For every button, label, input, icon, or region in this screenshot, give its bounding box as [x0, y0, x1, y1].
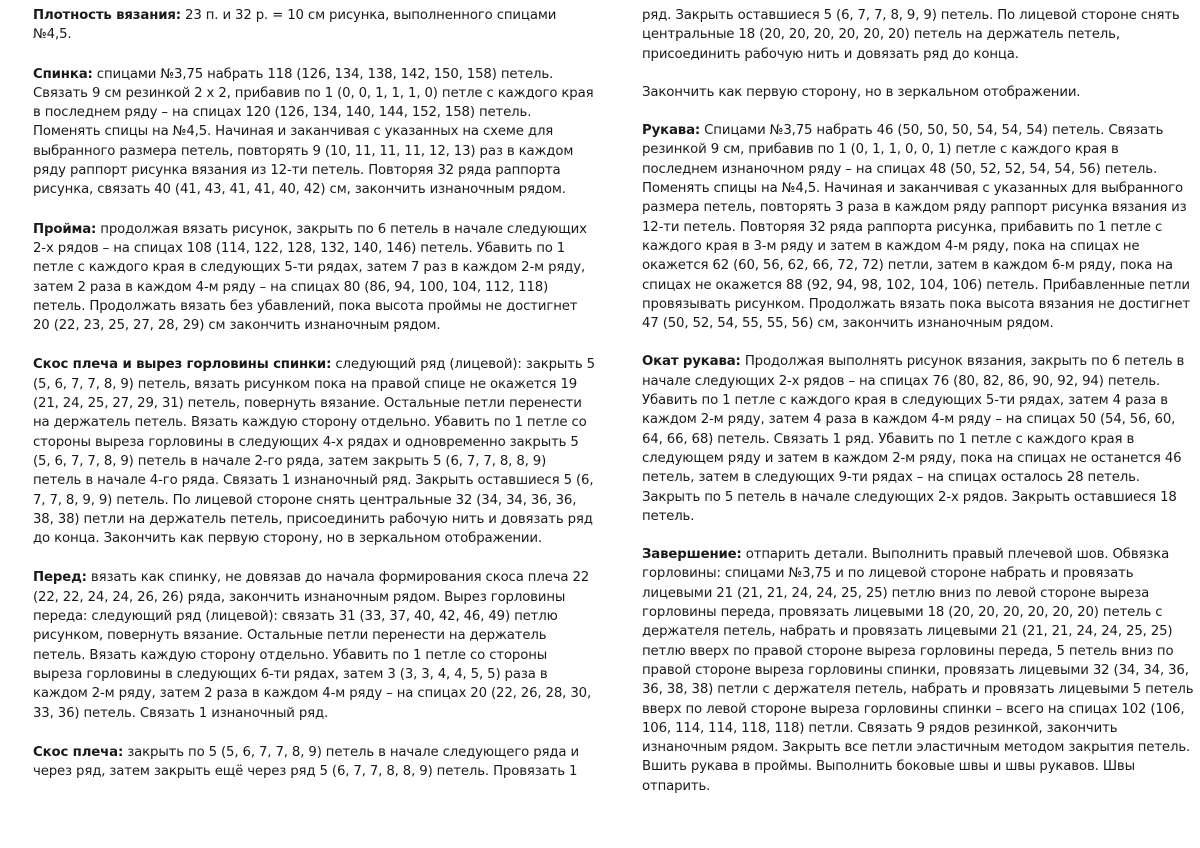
right-column: [642, 6, 1194, 815]
sleeves-paragraph: [642, 121, 1194, 333]
front-paragraph: [33, 568, 598, 722]
sleeves-heading: Рукава:: [642, 123, 701, 139]
knitting-density-text: 23 п. и 32 р. = 10 см рисунка, выполненного спицами №4,5.: [33, 8, 557, 43]
knitting-density-heading: Плотность вязания:: [33, 8, 181, 23]
mirror-note-paragraph: [642, 83, 1194, 102]
mirror-note-text: Закончить как первую сторону, но в зеркальном отображении.: [642, 84, 1081, 100]
armhole-text: продолжая вязать рисунок, закрыть по 6 петель в начале следующих 2-х рядов – на спицах 108 (114, 122, 128, 132, 140, 146) петель. Убавить по 1 петле с каждого края в следующих 5-ти рядах, затем 7 раз в каждом 2-м ряду, затем 2 раза в каждом 4-м ряду – на спицах 80 (86, 94, 100, 104, 112, 118) петель. Продолжать вязать без убавлений, пока высота проймы не достигнет 20 (22, 23, 25, 27, 28, 29) см закончить изнаночным рядом.: [33, 221, 587, 334]
front-shoulder-paragraph: [33, 743, 598, 782]
front-shoulder-text: закрыть по 5 (5, 6, 7, 7, 8, 9) петель в начале следующего ряда и через ряд, затем закрыть ещё через ряд 5 (6, 7, 7, 8, 8, 9) петель. Провязать 1: [33, 744, 579, 780]
back-text: спицами №3,75 набрать 118 (126, 134, 138, 142, 150, 158) петель. Связать 9 см резинкой 2 х 2, прибавив по 1 (0, 0, 1, 1, 1, 0) петле с каждого края в последнем ряду – на спицах 120 (126, 134, 140, 144, 152, 158) петель. Поменять спицы на №4,5. Начиная и заканчивая с указанных на схеме для выбранного размера петель, повторять 9 (10, 11, 11, 11, 12, 13) раз в каждом ряду раппорт рисунка вязания из 12-ти петель. Повторяя 32 ряда раппорта рисунка, связать 40 (41, 43, 41, 41, 40, 42) см, закончить изнаночным рядом.: [33, 66, 594, 198]
knitting-density-paragraph: [33, 6, 598, 45]
finishing-paragraph: [642, 545, 1194, 796]
front-heading: Перед:: [33, 570, 87, 586]
back-shoulder-neck-paragraph: [33, 355, 598, 548]
front-shoulder-continued-paragraph: [642, 6, 1194, 64]
back-shoulder-neck-heading: Скос плеча и вырез горловины спинки:: [33, 357, 332, 373]
front-shoulder-continued-text: ряд. Закрыть оставшиеся 5 (6, 7, 7, 8, 9, 9) петель. По лицевой стороне снять центральные 18 (20, 20, 20, 20, 20, 20) петель на держатель петель, присоединить рабочую нить и довязать ряд до конца.: [642, 8, 1180, 62]
left-column: [33, 6, 598, 801]
sleeves-text: Спицами №3,75 набрать 46 (50, 50, 50, 54, 54, 54) петель. Связать резинкой 9 см, прибавив по 1 (0, 1, 1, 0, 0, 1) петле с каждого края в последнем изнаночном ряду – на спицах 48 (50, 52, 52, 54, 54, 56) петель. Поменять спицы на №4,5. Начиная и заканчивая с указанных для выбранного размера петель, повторять 3 раза в каждом ряду раппорт рисунка вязания из 12-ти петель. Повторяя 32 ряда раппорта рисунка, прибавить по 1 петле с каждого края в 3-м ряду и затем в каждом 4-м ряду, пока на спицах не окажется 62 (60, 56, 62, 66, 72, 72) петли, затем в каждом 6-м ряду, пока на спицах не окажется 88 (92, 94, 98, 102, 104, 106) петель. Прибавленные петли провязывать рисунком. Продолжать вязать пока высота вязания не достигнет 47 (50, 52, 54, 55, 55, 56) см, закончить изнаночным рядом.: [642, 123, 1190, 332]
finishing-text: отпарить детали. Выполнить правый плечевой шов. Обвязка горловины: спицами №3,75 и по лицевой стороне набрать и провязать лицевыми 21 (21, 21, 24, 24, 25, 25) петлю вниз по левой стороне выреза горловины переда, провязать лицевыми 18 (20, 20, 20, 20, 20, 20) петель с держателя петель, набрать и провязать лицевыми 21 (21, 21, 24, 24, 25, 25) петлю вверх по правой стороне выреза горловины переда, 5 петель вниз по правой стороне выреза горловины спинки, провязать лицевыми 32 (34, 34, 36, 36, 38, 38) петли с держателя петель, набрать и провязать лицевыми 5 петель вверх по левой стороне выреза горловины спинки – всего на спицах 102 (106, 106, 114, 114, 118, 118) петли. Связать 9 рядов резинкой, закончить изнаночным рядом. Закрыть все петли эластичным методом закрытия петель. Вшить рукава в проймы. Выполнить боковые швы и швы рукавов. Швы отпарить.: [642, 547, 1194, 794]
armhole-heading: Пройма:: [33, 221, 97, 237]
front-shoulder-heading: Скос плеча:: [33, 744, 124, 760]
front-text: вязать как спинку, не довязав до начала формирования скоса плеча 22 (22, 22, 24, 24, 26, 26) ряда, закончить изнаночным рядом. Вырез горловины переда: следующий ряд (лицевой): связать 31 (33, 37, 40, 42, 46, 49) петлю рисунком, повернуть вязание. Остальные петли перенести на держатель петель. Вязать каждую сторону отдельно. Убавить по 1 петле со стороны выреза горловины в следующих 6-ти рядах, затем 3 (3, 3, 4, 4, 5, 5) раза в каждом 2-м ряду, затем 2 раза в каждом 4-м ряду – на спицах 20 (22, 26, 28, 30, 33, 36) петель. Связать 1 изнаночный ряд.: [33, 570, 592, 721]
back-heading: Спинка:: [33, 66, 93, 82]
finishing-heading: Завершение:: [642, 547, 742, 563]
sleeve-cap-heading: Окат рукава:: [642, 354, 741, 370]
sleeve-cap-paragraph: [642, 352, 1194, 526]
sleeve-cap-text: Продолжая выполнять рисунок вязания, закрыть по 6 петель в начале следующих 2-х рядов – на спицах 76 (80, 82, 86, 90, 92, 94) петель. Убавить по 1 петле с каждого края в следующих 5-ти рядах, затем 4 раза в каждом 2-м ряду, затем 4 раза в каждом 4-м ряду – на спицах 50 (54, 56, 60, 64, 66, 68) петель. Связать 1 ряд. Убавить по 1 петле с каждого края в следующем ряду и затем в каждом 2-м ряду, пока на спицах не останется 46 петель, затем в следующих 9-ти рядах – на спицах осталось 28 петель. Закрыть по 5 петель в начале следующих 2-х рядов. Закрыть оставшиеся 18 петель.: [642, 354, 1185, 524]
armhole-paragraph: [33, 220, 598, 336]
back-paragraph: [33, 65, 598, 200]
back-shoulder-neck-text: следующий ряд (лицевой): закрыть 5 (5, 6, 7, 7, 8, 9) петель, вязать рисунком пока на правой спице не окажется 19 (21, 24, 25, 27, 29, 31) петель, повернуть вязание. Остальные петли перенести на держатель петель. Вязать каждую сторону отдельно. Убавить по 1 петле со стороны выреза горловины в следующих 4-х рядах и одновременно закрыть 5 (5, 6, 7, 7, 8, 9) петель в начале 2-го ряда, затем закрыть 5 (6, 7, 7, 8, 8, 9) петель в начале 4-го ряда. Связать 1 изнаночный ряд. Закрыть оставшиеся 5 (6, 7, 7, 8, 9, 9) петель. По лицевой стороне снять центральные 32 (34, 34, 36, 36, 38, 38) петли на держатель петель, присоединить рабочую нить и довязать ряд до конца. Закончить как первую сторону, но в зеркальном отображении.: [33, 357, 595, 547]
